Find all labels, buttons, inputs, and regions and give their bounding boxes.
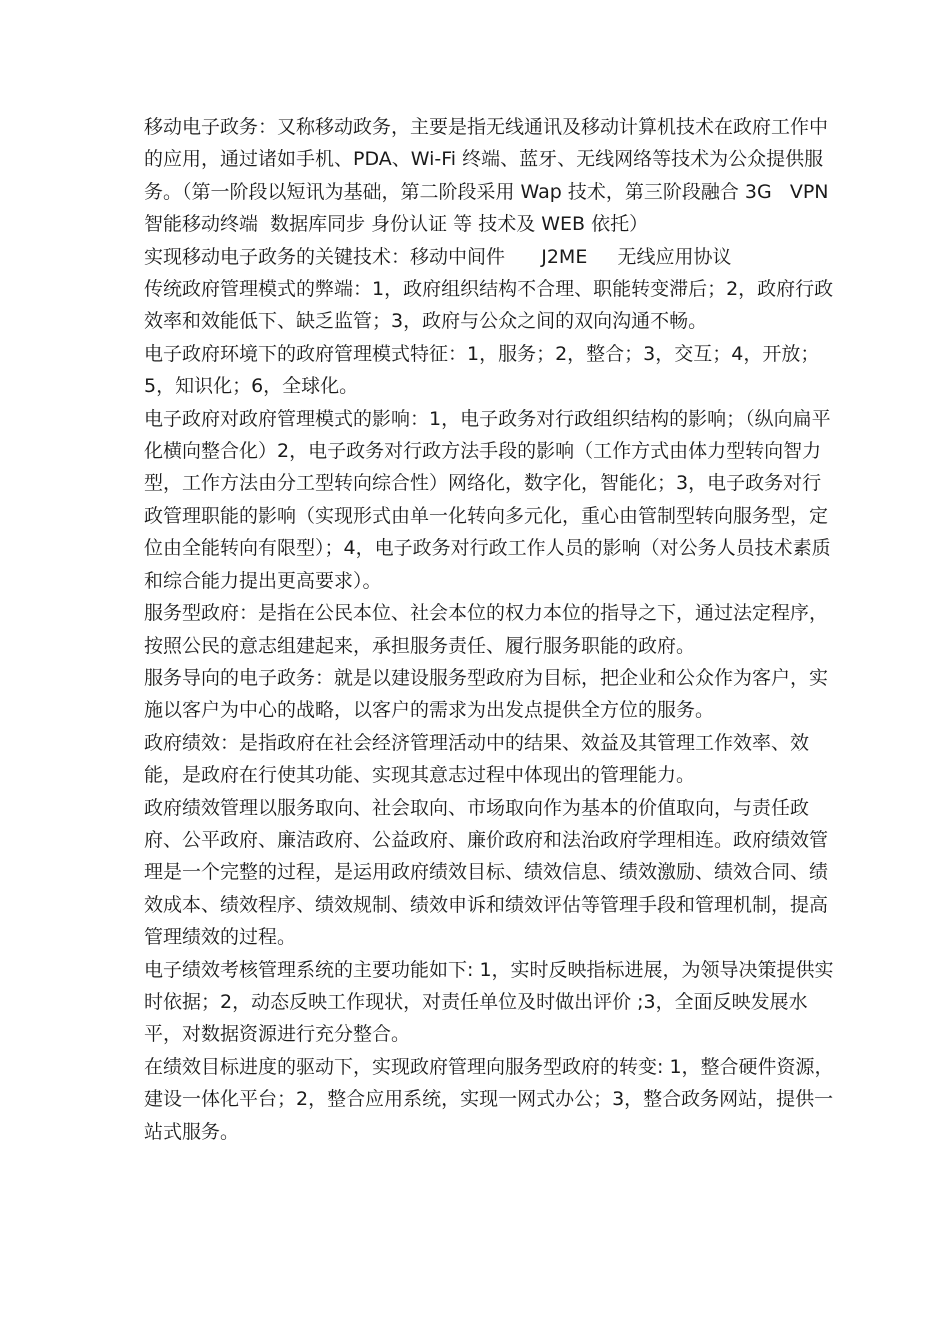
paragraph-traditional-drawbacks: 传统政府管理模式的弊端：1，政府组织结构不合理、职能转变滞后；2，政府行政效率和效能低下、缺乏监管；3，政府与公众之间的双向沟通不畅。 xyxy=(144,278,834,333)
paragraph-management-features: 电子政府环境下的政府管理模式特征：1，服务；2，整合；3，交互；4，开放；5，知识化；6，全球化。 xyxy=(144,342,820,398)
paragraph-transformation: 在绩效目标进度的驱动下，实现政府管理向服务型政府的转变: 1，整合硬件资源，建设一体化平台；2，整合应用系统，实现一网式办公；3，整合政务网站，提供一站式服务。 xyxy=(144,1055,834,1143)
paragraph-service-government: 服务型政府：是指在公民本位、社会本位的权力本位的指导之下，通过法定程序，按照公民的意志组建起来，承担服务责任、履行服务职能的政府。 xyxy=(144,602,829,657)
document-body xyxy=(144,111,847,1148)
paragraph-mobile-e-government: 移动电子政务：又称移动政务，主要是指无线通讯及移动计算机技术在政府工作中的应用，通过诸如手机、PDA、Wi-Fi 终端、蓝牙、无线网络等技术为公众提供服务。（第一阶段以短讯为基础，第二阶段采用 Wap 技术，第三阶段融合 3G VPN 智能移动终端 数据库同步 身份认证 等 技术及 WEB 依托） xyxy=(144,116,847,236)
paragraph-government-performance: 政府绩效：是指政府在社会经济管理活动中的结果、效益及其管理工作效率、效能，是政府在行使其功能、实现其意志过程中体现出的管理能力。 xyxy=(144,731,810,787)
paragraph-performance-management: 政府绩效管理以服务取向、社会取向、市场取向作为基本的价值取向，与责任政府、公平政府、廉洁政府、公益政府、廉价政府和法治政府学理相连。政府绩效管理是一个完整的过程，是运用政府绩效目标、绩效信息、绩效激励、绩效合同、绩效成本、绩效程序、绩效规制、绩效申诉和绩效评估等管理手段和管理机制，提高管理绩效的过程。 xyxy=(144,796,829,949)
paragraph-key-technologies: 实现移动电子政务的关键技术：移动中间件 J2ME 无线应用协议 xyxy=(144,245,732,268)
paragraph-service-oriented-egov: 服务导向的电子政务：就是以建设服务型政府为目标，把企业和公众作为客户，实施以客户为中心的战略，以客户的需求为出发点提供全方位的服务。 xyxy=(144,666,829,722)
paragraph-evaluation-system: 电子绩效考核管理系统的主要功能如下: 1，实时反映指标进展，为领导决策提供实时依据；2，动态反映工作现状，对责任单位及时做出评价 ;3，全面反映发展水平，对数据资源进行充分整合。 xyxy=(144,958,834,1046)
paragraph-management-impact: 电子政府对政府管理模式的影响：1，电子政务对行政组织结构的影响；（纵向扁平化横向整合化）2，电子政务对行政方法手段的影响（工作方式由体力型转向智力型，工作方法由分工型转向综合性）网络化，数字化，智能化；3，电子政务对行政管理职能的影响（实现形式由单一化转向多元化，重心由管制型转向服务型，定位由全能转向有限型）；4，电子政务对行政工作人员的影响（对公务人员技术素质和综合能力提出更高要求）。 xyxy=(144,407,831,592)
